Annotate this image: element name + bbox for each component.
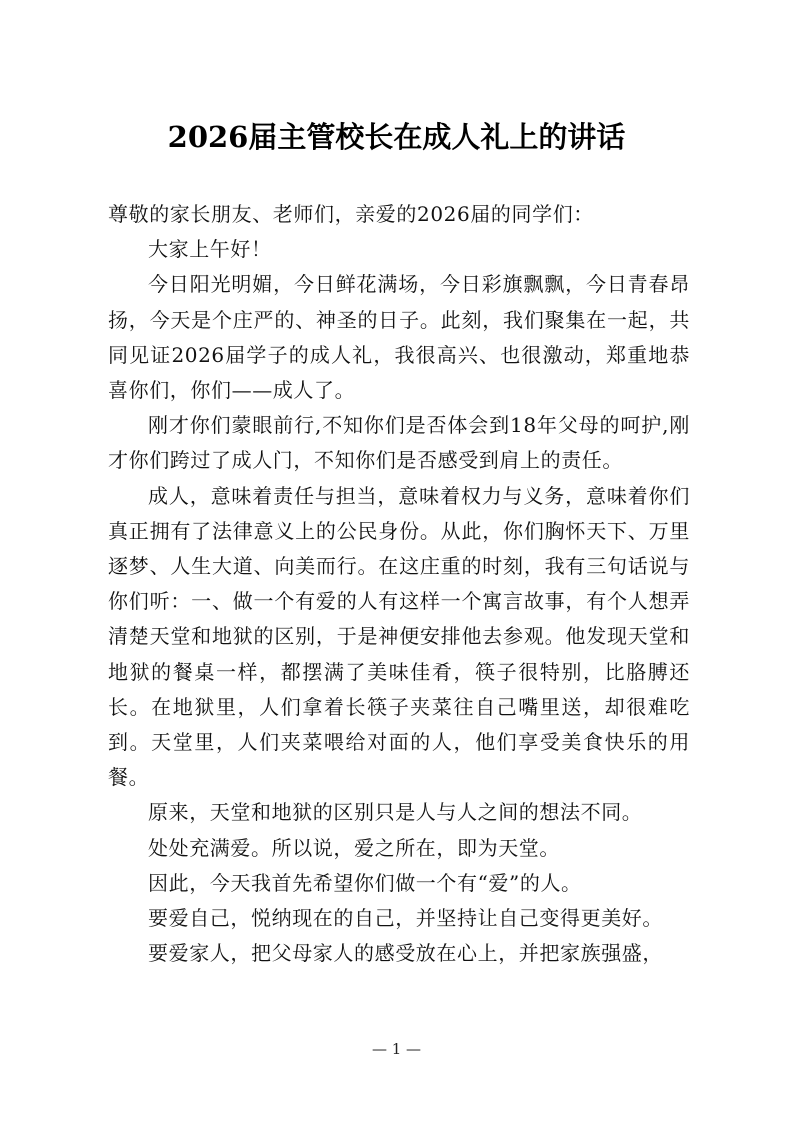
paragraph: 刚才你们蒙眼前行,不知你们是否体会到18年父母的呵护,刚才你们跨过了成人门，不知你们是否感受到肩上的责任。 <box>108 413 690 473</box>
paragraph: 成人，意味着责任与担当，意味着权力与义务，意味着你们真正拥有了法律意义上的公民身份。从此，你们胸怀天下、万里逐梦、人生大道、向美而行。在这庄重的时刻，我有三句话说与你们听：一、做一个有爱的人有这样一个寓言故事，有个人想弄清楚天堂和地狱的区别，于是神便安排他去参观。他发现天堂和地狱的餐桌一样，都摆满了美味佳肴，筷子很特别，比胳膊还长。在地狱里，人们拿着长筷子夹菜往自己嘴里送，却很难吃到。天堂里，人们夹菜喂给对面的人，他们享受美食快乐的用餐。 <box>108 483 690 790</box>
document-body <box>108 197 690 971</box>
paragraph: 今日阳光明媚，今日鲜花满场，今日彩旗飘飘，今日青春昂扬，今天是个庄严的、神圣的日子。此刻，我们聚集在一起，共同见证2026届学子的成人礼，我很高兴、也很激动，郑重地恭喜你们，你们——成人了。 <box>108 272 690 403</box>
salutation: 尊敬的家长朋友、老师们，亲爱的2026届的同学们： <box>108 202 594 226</box>
paragraph: 因此，今天我首先希望你们做一个有“爱”的人。 <box>148 870 582 895</box>
paragraph: 处处充满爱。所以说，爱之所在，即为天堂。 <box>148 835 560 860</box>
paragraph-greeting: 大家上午好！ <box>148 237 272 262</box>
document-title: 2026届主管校长在成人礼上的讲话 <box>167 120 626 154</box>
page-number: — 1 — <box>371 1040 422 1058</box>
paragraph: 要爱自己，悦纳现在的自己，并坚持让自己变得更美好。 <box>148 906 663 931</box>
paragraph: 原来，天堂和地狱的区别只是人与人之间的想法不同。 <box>148 800 643 825</box>
paragraph: 要爱家人，把父母家人的感受放在心上，并把家族强盛， <box>148 941 663 966</box>
